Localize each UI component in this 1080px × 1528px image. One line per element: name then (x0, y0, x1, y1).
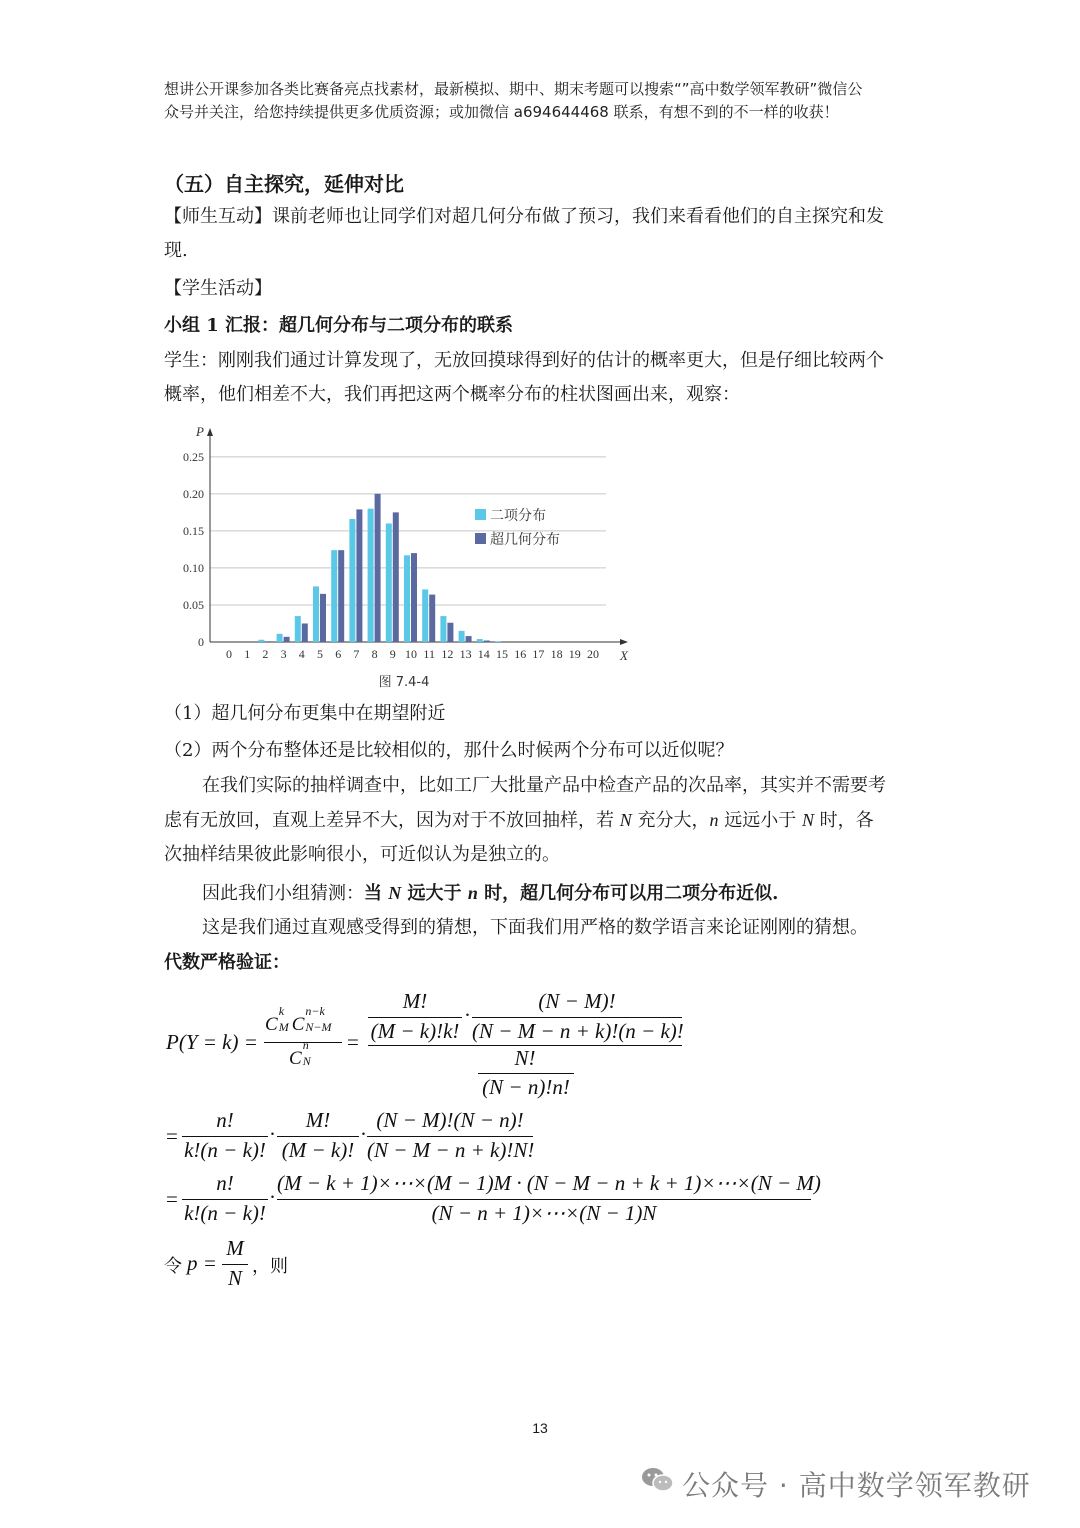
page-number: 13 (532, 1420, 548, 1436)
binomial-bar (422, 589, 428, 642)
dot-2: · (269, 1122, 276, 1146)
x-tick-label: 12 (441, 647, 454, 661)
interaction-tag: 【师生互动】 (164, 206, 272, 227)
hypergeometric-bar (284, 637, 290, 642)
hypergeometric-bar (484, 641, 490, 642)
f1-den: (M − k)!k! (370, 1019, 460, 1043)
r3-a-num: n! (216, 1171, 234, 1195)
y-axis-label: P (196, 424, 204, 439)
binomial-bar (440, 616, 446, 642)
x-tick-label: 16 (514, 647, 527, 661)
activity-tag: 【学生活动】 (164, 278, 272, 299)
hypergeometric-bar (411, 553, 417, 642)
x-tick-label: 3 (280, 647, 287, 661)
x-tick-label: 13 (459, 647, 472, 661)
binomial-bar (495, 641, 501, 642)
x-tick-label: 8 (371, 647, 378, 661)
x-tick-label: 5 (317, 647, 323, 661)
r3-b-den: (N − n + 1)×⋯×(N − 1)N (431, 1201, 657, 1225)
watermark: 公众号 · 高中数学领军教研 (682, 1469, 1031, 1502)
para1-line-b: 虑有无放回，直观上差异不大，因为对于不放回抽样，若 N 充分大，n 远远小于 N 时，各 (164, 810, 874, 831)
point-1: （1）超几何分布更集中在期望附近 (164, 703, 446, 724)
binomial-bar (349, 519, 355, 642)
student-line-1: 学生：刚刚我们通过计算发现了，无放回摸球得到好的估计的概率更大，但是仔细比较两个 (164, 350, 884, 371)
formula-lhs: P(Y = k) = (166, 1030, 258, 1054)
interaction-paragraph (164, 200, 924, 268)
binomial-bar (277, 634, 283, 642)
hypergeometric-bar (447, 623, 453, 642)
y-tick-label: 0.10 (183, 560, 204, 575)
para1-line-a: 在我们实际的抽样调查中，比如工厂大批量产品中检查产品的次品率，其实并不需要考 (202, 775, 886, 796)
x-tick-label: 17 (532, 647, 545, 661)
paragraph-proof-intro: 这是我们通过直观感受得到的猜想，下面我们用严格的数学语言来论证刚刚的猜想。 (202, 917, 868, 938)
header-line-2: 众号并关注，给您持续提供更多优质资源；或加微信 a694644468 联系，有想不到的不一样的收获！ (164, 103, 839, 121)
r2-b-den: (M − k)! (281, 1138, 355, 1162)
y-tick-label: 0.25 (183, 449, 204, 464)
interaction-text-2: 现. (164, 240, 188, 261)
r2-c-den: (N − M − n + k)!N! (367, 1138, 535, 1162)
x-tick-label: 14 (477, 647, 490, 661)
r2-c-num: (N − M)!(N − n)! (376, 1108, 524, 1132)
comb-numerator: C k M C n−k N−M (265, 1004, 332, 1035)
header-notice (164, 78, 924, 124)
y-tick-label: 0.05 (183, 597, 204, 612)
r2-b-num: M! (305, 1108, 331, 1132)
r2-a-num: n! (216, 1108, 234, 1132)
r3-b-num: (M − k + 1)×⋯×(M − 1)M · (N − M − n + k + 1)×⋯×(N − M) (277, 1171, 821, 1195)
x-tick-label: 10 (405, 647, 417, 661)
hypergeometric-bar (338, 550, 344, 642)
para1-line-c: 次抽样结果彼此影响很小，可近似认为是独立的。 (164, 844, 560, 865)
hypergeometric-bar (356, 509, 362, 642)
f3-num: N! (514, 1046, 536, 1070)
header-line-1: 想讲公开课参加各类比赛备亮点找素材，最新模拟、期中、期末考题可以搜索“”高中数学领军教研”微信公 (164, 80, 863, 98)
let-den: N (227, 1266, 242, 1290)
binomial-bar (331, 550, 337, 642)
binomial-bar (368, 509, 374, 642)
x-tick-label: 2 (262, 647, 269, 661)
r3-a-den: k!(n − k)! (184, 1201, 266, 1225)
hypergeometric-bar (466, 636, 472, 642)
x-tick-label: 19 (568, 647, 581, 661)
f2-den: (N − M − n + k)!(n − k)! (472, 1019, 684, 1043)
let-prefix: 令 (164, 1256, 182, 1277)
x-axis-label: X (620, 648, 628, 663)
f1-num: M! (402, 989, 428, 1013)
x-tick-label: 20 (587, 647, 599, 661)
x-tick-label: 18 (550, 647, 563, 661)
legend-label: 超几何分布 (490, 532, 560, 548)
dot-3: · (360, 1122, 367, 1146)
x-tick-label: 4 (298, 647, 305, 661)
x-axis-arrow (620, 639, 628, 645)
binomial-bar (459, 631, 465, 642)
x-tick-label: 11 (423, 647, 435, 661)
hypergeometric-bar (302, 623, 308, 642)
y-axis-arrow (207, 428, 213, 436)
let-suffix: ，则 (252, 1256, 288, 1277)
x-tick-label: 0 (226, 647, 232, 661)
x-tick-label: 15 (496, 647, 508, 661)
distribution-bar-chart (170, 422, 650, 694)
guess-paragraph: 因此我们小组猜测：当 N 远大于 n 时，超几何分布可以用二项分布近似. (202, 883, 779, 904)
point-2: （2）两个分布整体还是比较相似的，那什么时候两个分布可以近似呢？ (164, 740, 734, 761)
dot-1: · (464, 1003, 471, 1027)
hypergeometric-bar (393, 512, 399, 642)
dot-4: · (269, 1185, 276, 1209)
legend-swatch (475, 509, 486, 520)
binomial-bar (258, 640, 264, 642)
student-paragraph (164, 344, 924, 412)
binomial-bar (477, 639, 483, 642)
f2-num: (N − M)! (538, 989, 616, 1013)
comb-denominator: C n N (289, 1038, 311, 1069)
hypergeometric-bar (320, 594, 326, 642)
proof-title: 代数严格验证： (164, 952, 290, 973)
wechat-icon (640, 1466, 676, 1494)
y-tick-label: 0 (198, 635, 204, 649)
equals-3: = (166, 1187, 178, 1211)
binomial-bar (386, 523, 392, 642)
chart-caption: 图 7.4-4 (378, 675, 430, 690)
binomial-bar (313, 586, 319, 642)
f3-den: (N − n)!n! (482, 1075, 570, 1099)
r2-a-den: k!(n − k)! (184, 1138, 266, 1162)
interaction-text: 课前老师也让同学们对超几何分布做了预习，我们来看看他们的自主探究和发 (272, 206, 884, 227)
hypergeometric-bar (265, 641, 271, 642)
equals-2: = (166, 1124, 178, 1148)
section-title: （五）自主探究，延伸对比 (164, 172, 404, 196)
hypergeometric-bar (429, 595, 435, 642)
x-tick-label: 9 (389, 647, 396, 661)
legend-label: 二项分布 (490, 508, 546, 524)
binomial-bar (295, 616, 301, 642)
x-tick-label: 7 (353, 647, 360, 661)
student-line-2: 概率，他们相差不大，我们再把这两个概率分布的柱状图画出来，观察： (164, 384, 740, 405)
let-p: p = (187, 1251, 217, 1275)
x-tick-label: 6 (335, 647, 342, 661)
group-title: 小组 1 汇报：超几何分布与二项分布的联系 (164, 315, 514, 336)
y-tick-label: 0.15 (183, 523, 204, 538)
paragraph-sampling (164, 769, 924, 872)
equals-1: = (347, 1030, 359, 1054)
legend-swatch (475, 533, 486, 544)
y-tick-label: 0.20 (183, 486, 204, 501)
hypergeometric-bar (375, 494, 381, 642)
binomial-bar (404, 555, 410, 642)
x-tick-label: 1 (244, 647, 251, 661)
let-num: M (226, 1236, 244, 1260)
